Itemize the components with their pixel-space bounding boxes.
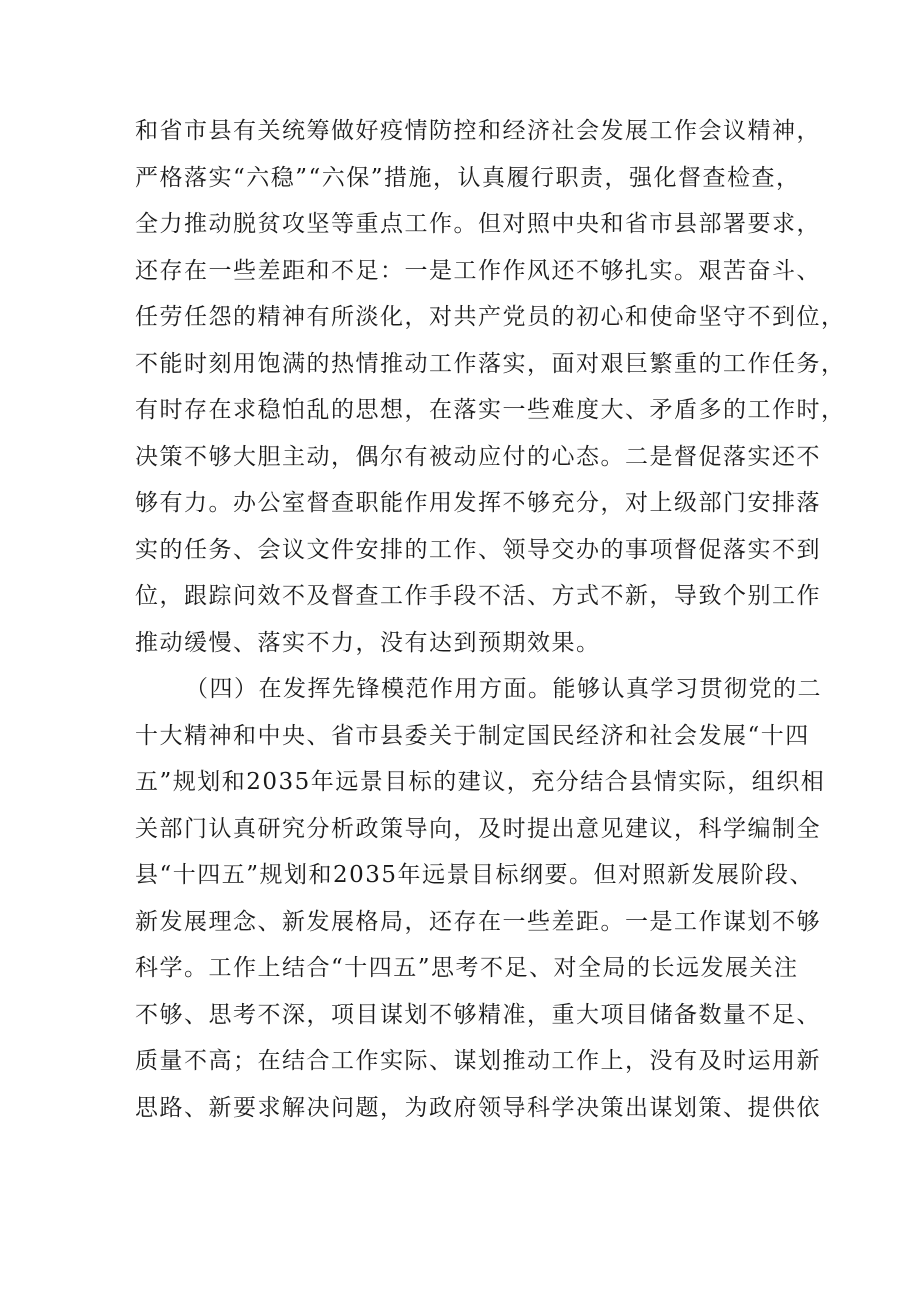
paragraph-2 bbox=[135, 666, 826, 1131]
paragraph-line: 十大精神和中央、省市县委关于制定国民经济和社会发展“十四 bbox=[135, 722, 810, 749]
paragraph-1 bbox=[135, 108, 846, 666]
paragraph-line: 科学。工作上结合“十四五”思考不足、对全局的长远发展关注 bbox=[135, 955, 799, 981]
paragraph-line: 和省市县有关统筹做好疫情防控和经济社会发展工作会议精神， bbox=[135, 118, 821, 144]
paragraph-line: 关部门认真研究分析政策导向，及时提出意见建议，科学编制全 bbox=[135, 815, 821, 842]
paragraph-line: 不能时刻用饱满的热情推动工作落实，面对艰巨繁重的工作任务， bbox=[135, 350, 846, 377]
paragraph-line: 严格落实“六稳”“六保”措施，认真履行职责，强化督查检查， bbox=[135, 164, 801, 191]
document-body bbox=[135, 108, 846, 1131]
paragraph-line: 决策不够大胆主动，偶尔有被动应付的心态。二是督促落实还不 bbox=[135, 443, 821, 470]
paragraph-line: 推动缓慢、落实不力，没有达到预期效果。 bbox=[135, 629, 601, 656]
paragraph-line: 五”规划和2035年远景目标的建议，充分结合县情实际，组织相 bbox=[135, 769, 826, 795]
paragraph-line: 任劳任怨的精神有所淡化，对共产党员的初心和使命坚守不到位， bbox=[135, 304, 846, 330]
paragraph-line: 够有力。办公室督查职能作用发挥不够充分，对上级部门安排落 bbox=[135, 490, 821, 516]
paragraph-line: 位，跟踪问效不及督查工作手段不活、方式不新，导致个别工作 bbox=[135, 583, 821, 609]
paragraph-line: 还存在一些差距和不足：一是工作作风还不够扎实。艰苦奋斗、 bbox=[135, 257, 821, 284]
paragraph-line: 有时存在求稳怕乱的思想，在落实一些难度大、矛盾多的工作时， bbox=[135, 397, 846, 423]
section-heading-line: （四）在发挥先锋模范作用方面。能够认真学习贯彻党的二 bbox=[185, 676, 822, 702]
paragraph-line: 质量不高；在结合工作实际、谋划推动工作上，没有及时运用新 bbox=[135, 1048, 821, 1074]
paragraph-line: 不够、思考不深，项目谋划不够精准，重大项目储备数量不足、 bbox=[135, 1001, 821, 1028]
paragraph-line: 县“十四五”规划和2035年远景目标纲要。但对照新发展阶段、 bbox=[135, 862, 815, 888]
paragraph-line: 实的任务、会议文件安排的工作、领导交办的事项督促落实不到 bbox=[135, 536, 821, 563]
paragraph-line: 新发展理念、新发展格局，还存在一些差距。一是工作谋划不够 bbox=[135, 908, 821, 935]
paragraph-line: 全力推动脱贫攻坚等重点工作。但对照中央和省市县部署要求， bbox=[135, 211, 821, 237]
paragraph-line: 思路、新要求解决问题，为政府领导科学决策出谋划策、提供依 bbox=[135, 1094, 821, 1121]
